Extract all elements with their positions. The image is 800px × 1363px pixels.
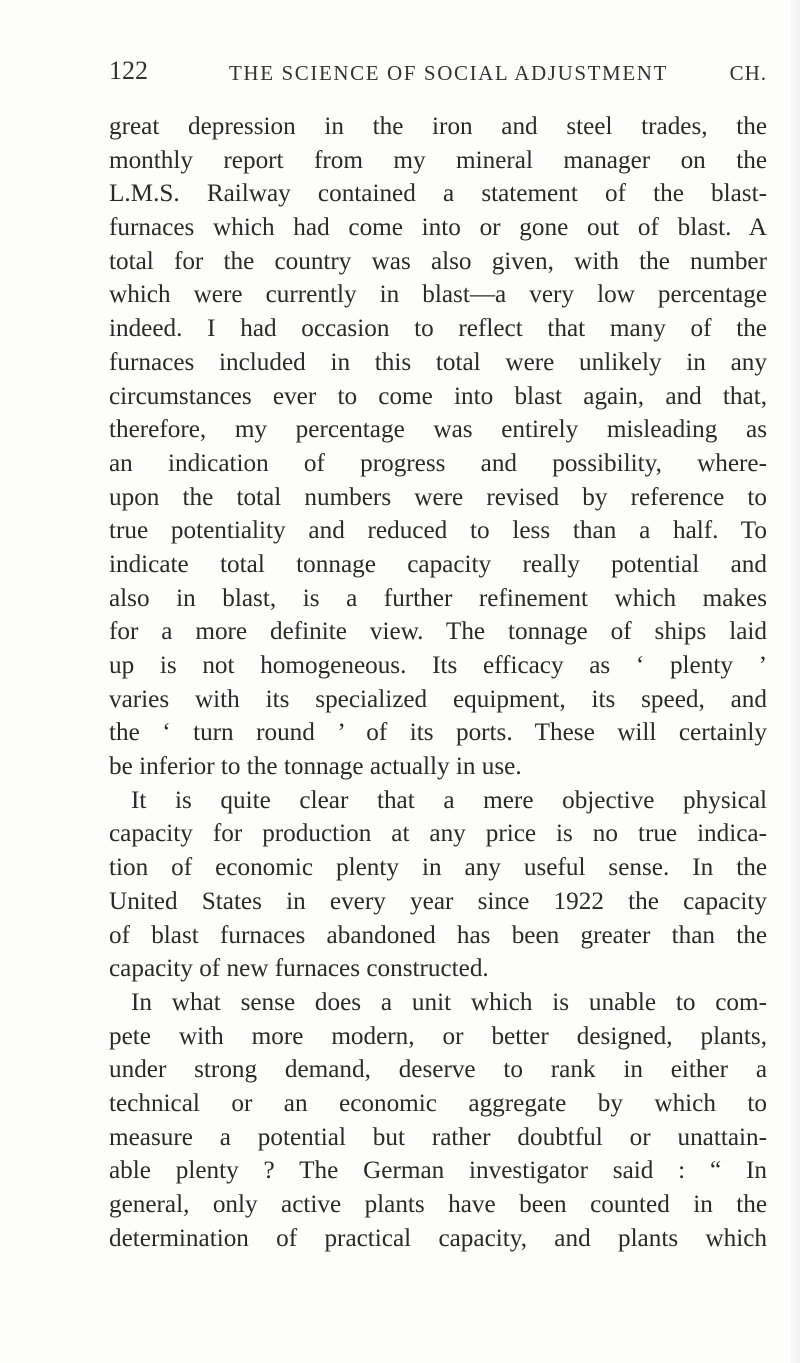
text-line: It is quite clear that a mere objective physical <box>131 786 767 814</box>
text-line: up is not homogeneous. Its efficacy as ‘ plenty ’ <box>109 652 767 679</box>
text-line: capacity of new furnaces constructed. <box>109 955 489 983</box>
text-line: capacity for production at any price is no true indica- <box>109 820 767 848</box>
text-line: therefore, my percentage was entirely misleading as <box>109 416 767 444</box>
text-line: true potentiality and reduced to less than a half. To <box>109 517 767 545</box>
text-line: also in blast, is a further refinement which makes <box>109 584 767 612</box>
text-line: of blast furnaces abandoned has been greater than the <box>109 921 767 949</box>
text-line: pete with more modern, or better designed, plants, <box>109 1022 767 1050</box>
text-line: be inferior to the tonnage actually in use. <box>109 753 522 781</box>
running-title: THE SCIENCE OF SOCIAL ADJUSTMENT <box>229 61 668 85</box>
body-text <box>109 110 767 1255</box>
text-line: indeed. I had occasion to reflect that many of the <box>109 315 767 343</box>
text-line: for a more definite view. The tonnage of ships laid <box>109 618 767 646</box>
text-line: an indication of progress and possibility, where- <box>109 449 767 477</box>
text-line: upon the total numbers were revised by reference to <box>109 483 767 511</box>
text-line: varies with its specialized equipment, its speed, and <box>109 685 767 713</box>
text-line: furnaces which had come into or gone out of blast. A <box>109 214 767 242</box>
text-line: L.M.S. Railway contained a statement of the blast- <box>109 180 767 208</box>
text-line: tion of economic plenty in any useful sense. In the <box>109 854 767 882</box>
text-line: under strong demand, deserve to rank in either a <box>109 1056 767 1084</box>
chapter-abbreviation: CH. <box>729 61 767 85</box>
text-line: circumstances ever to come into blast again, and that, <box>109 382 767 410</box>
text-line: the ‘ turn round ’ of its ports. These will certainly <box>109 719 767 747</box>
page-number: 122 <box>109 56 148 85</box>
text-line: determination of practical capacity, and plants which <box>109 1224 767 1252</box>
text-line: United States in every year since 1922 the capacity <box>109 887 767 915</box>
page-edge-shadow <box>790 0 800 1363</box>
text-line: technical or an economic aggregate by which to <box>109 1089 767 1117</box>
text-line: monthly report from my mineral manager on the <box>109 146 767 174</box>
text-line: general, only active plants have been counted in the <box>109 1191 767 1218</box>
running-header <box>109 56 767 86</box>
text-line: great depression in the iron and steel trades, the <box>109 113 767 140</box>
text-line: In what sense does a unit which is unable to com- <box>131 988 767 1016</box>
text-line: indicate total tonnage capacity really potential and <box>109 550 767 578</box>
text-line: which were currently in blast—a very low percentage <box>109 281 767 309</box>
text-line: furnaces included in this total were unlikely in any <box>109 348 767 376</box>
text-line: measure a potential but rather doubtful or unattain- <box>109 1123 767 1151</box>
text-line: total for the country was also given, with the number <box>109 247 767 275</box>
text-line: able plenty ? The German investigator said : “ In <box>109 1157 767 1185</box>
